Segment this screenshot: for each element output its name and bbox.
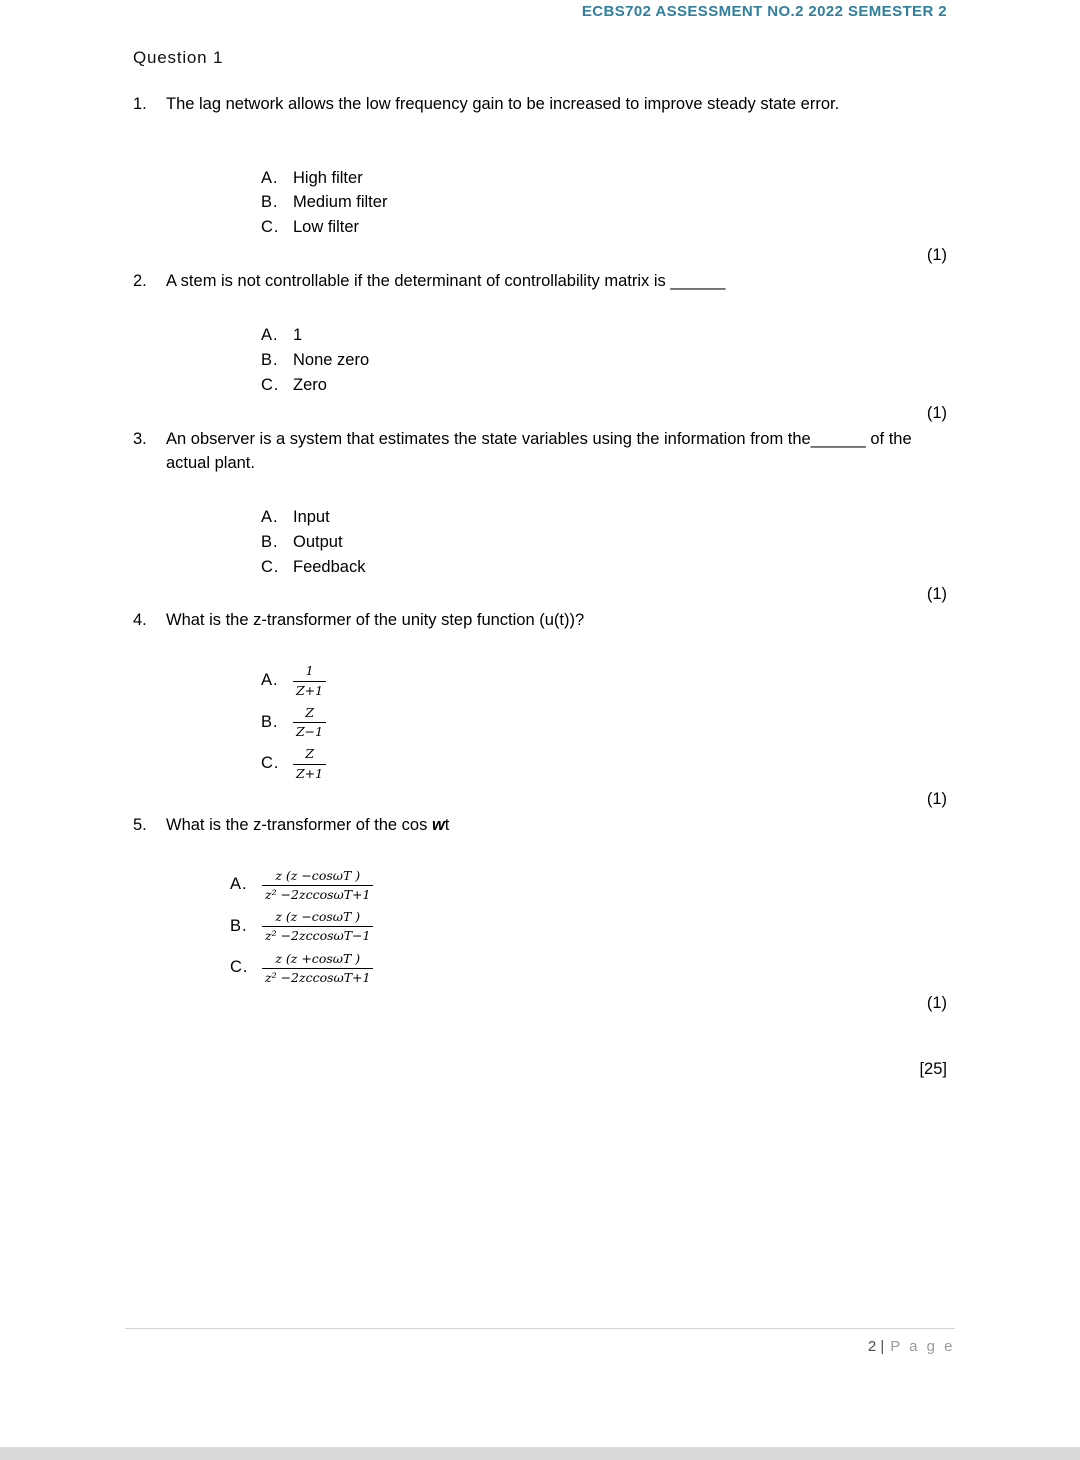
question-text <box>166 814 947 838</box>
option-letter: C. <box>261 376 280 395</box>
fraction-numerator: Z <box>305 746 314 762</box>
option-a <box>261 506 947 530</box>
footer-page-label: P a g e <box>890 1338 955 1355</box>
question-4-row <box>133 609 947 633</box>
option-letter: C. <box>261 218 280 237</box>
option-letter: A. <box>261 326 279 345</box>
question-text: What is the z-transformer of the unity step function (u(t))? <box>166 611 585 630</box>
option-text: 1 <box>293 326 303 345</box>
question-1 <box>133 93 947 269</box>
option-b <box>261 191 947 215</box>
option-a <box>230 868 947 904</box>
option-text: Medium filter <box>293 193 388 212</box>
option-a <box>261 663 947 699</box>
fraction-numerator: z (z −cosωT ) <box>275 909 361 925</box>
fraction <box>262 868 373 904</box>
document-header <box>0 0 947 20</box>
question-number: 4. <box>133 611 147 630</box>
option-a <box>261 324 947 348</box>
question-5-row <box>133 814 947 838</box>
option-letter: B. <box>261 351 279 370</box>
fraction-denominator: z² −2zccosωT+1 <box>262 885 373 903</box>
option-c <box>261 556 947 580</box>
option-c <box>261 216 947 240</box>
question-text: An observer is a system that estimates the state variables using the information from the______ of the actual plant. <box>166 429 912 472</box>
option-letter: A. <box>261 507 279 526</box>
question-number: 5. <box>133 815 147 834</box>
fraction-denominator: Z+1 <box>293 764 326 782</box>
option-b <box>261 705 947 741</box>
fraction-denominator: Z+1 <box>293 681 326 699</box>
fraction-denominator: z² −2zccosωT+1 <box>262 968 373 986</box>
page-footer <box>125 1328 955 1358</box>
option-a <box>261 167 947 191</box>
question-text: A stem is not controllable if the determinant of controllability matrix is ______ <box>166 272 726 291</box>
math-symbol-w: w <box>431 815 445 834</box>
option-c <box>261 374 947 398</box>
fraction <box>293 746 326 782</box>
question-5 <box>133 814 947 1016</box>
option-text: Low filter <box>293 218 360 237</box>
option-b <box>230 909 947 945</box>
fraction-denominator: Z−1 <box>293 722 326 740</box>
option-letter: B. <box>230 916 248 935</box>
question-marks: (1) <box>926 403 947 422</box>
question-number: 1. <box>133 94 147 113</box>
question-number: 3. <box>133 429 147 448</box>
fraction-numerator: 1 <box>305 663 314 679</box>
option-text: Zero <box>293 376 327 395</box>
option-text: Feedback <box>293 557 366 576</box>
footer-page-number: 2 | <box>867 1338 885 1355</box>
fraction <box>293 705 326 741</box>
option-b <box>261 531 947 555</box>
question-4-options <box>261 663 947 782</box>
option-c <box>261 746 947 782</box>
question-marks: (1) <box>926 246 947 265</box>
section-heading: Question 1 <box>133 48 224 67</box>
question-marks: (1) <box>926 994 947 1013</box>
option-text: Input <box>293 507 330 526</box>
fraction <box>293 663 326 699</box>
question-marks: (1) <box>926 789 947 808</box>
question-2 <box>133 270 947 426</box>
question-2-row <box>133 270 947 294</box>
option-text: High filter <box>293 168 363 187</box>
option-letter: C. <box>230 958 249 977</box>
fraction-numerator: Z <box>305 704 314 720</box>
option-letter: C. <box>261 557 280 576</box>
header-title: ECBS702 ASSESSMENT NO.2 2022 SEMESTER 2 <box>581 3 947 20</box>
question-1-row <box>133 93 947 117</box>
fraction-denominator: z² −2zccosωT−1 <box>262 926 373 944</box>
option-text: None zero <box>293 351 370 370</box>
option-letter: B. <box>261 532 279 551</box>
question-text: The lag network allows the low frequency gain to be increased to improve steady state error. <box>166 94 840 113</box>
option-letter: A. <box>261 168 279 187</box>
option-letter: C. <box>261 754 280 773</box>
question-4 <box>133 609 947 811</box>
option-c <box>230 951 947 987</box>
option-letter: A. <box>261 671 279 690</box>
fraction-numerator: z (z −cosωT ) <box>275 867 361 883</box>
question-3-options <box>261 506 947 580</box>
question-number: 2. <box>133 272 147 291</box>
question-5-options <box>230 868 947 987</box>
question-3 <box>133 428 947 608</box>
bottom-gray-bar <box>0 1447 1080 1460</box>
fraction <box>262 951 373 987</box>
math-symbol-t: t <box>444 815 450 834</box>
option-letter: A. <box>230 875 248 894</box>
option-b <box>261 349 947 373</box>
question-2-options <box>261 324 947 398</box>
question-marks: (1) <box>926 585 947 604</box>
fraction-numerator: z (z +cosωT ) <box>275 950 361 966</box>
option-letter: B. <box>261 193 279 212</box>
question-3-row <box>133 428 947 476</box>
option-text: Output <box>293 532 343 551</box>
question-1-options <box>261 167 947 241</box>
fraction <box>262 909 373 945</box>
question-text-main: What is the z-transformer of the cos <box>166 815 432 834</box>
option-letter: B. <box>261 712 279 731</box>
total-marks: [25] <box>919 1060 947 1079</box>
